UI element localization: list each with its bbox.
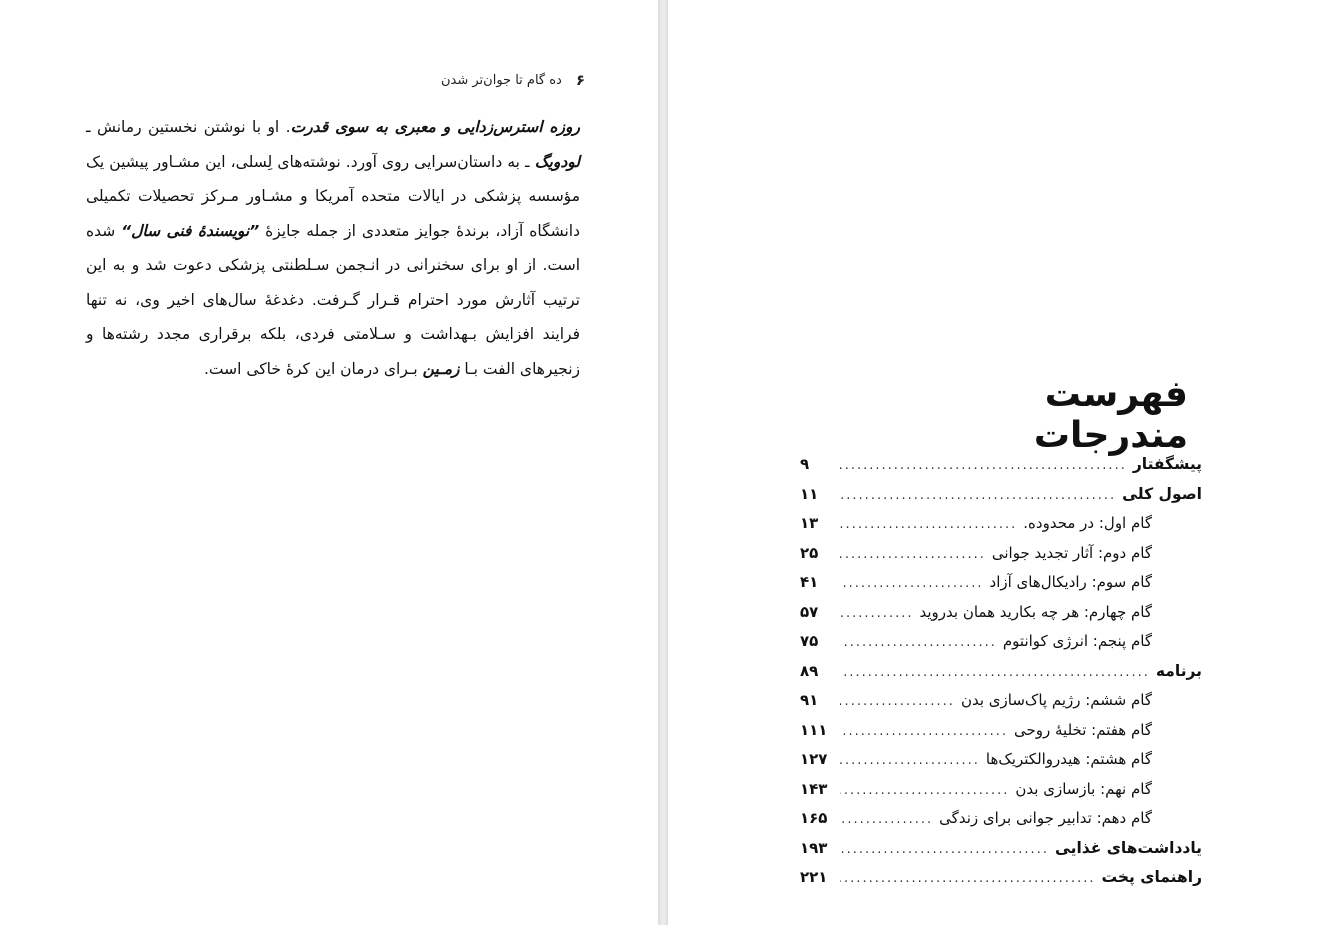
toc-entry-label: گام ششم: رژیم پاک‌سازی بدن <box>960 691 1152 709</box>
dot-leader <box>840 694 955 709</box>
dot-leader <box>840 517 1017 532</box>
toc-page-number: ۹ <box>800 455 810 473</box>
toc-chapter-entry[interactable] <box>800 809 1202 839</box>
toc-section-entry[interactable] <box>800 662 1202 692</box>
toc-chapter-entry[interactable] <box>800 721 1202 751</box>
toc-chapter-entry[interactable] <box>800 750 1202 780</box>
left-page <box>0 0 658 925</box>
table-of-contents <box>800 455 1202 898</box>
toc-chapter-entry[interactable] <box>800 514 1202 544</box>
toc-entry-label: اصول کلی <box>1122 484 1202 503</box>
toc-entry-label: گام دهم: تدابیر جوانی برای زندگی <box>939 809 1152 827</box>
book-gutter <box>658 0 668 925</box>
toc-chapter-entry[interactable] <box>800 573 1202 603</box>
toc-page-number: ۱۴۳ <box>800 779 828 798</box>
toc-page-number: ۴۱ <box>800 573 819 591</box>
toc-entry-label: راهنمای پخت <box>1101 868 1202 886</box>
dot-leader <box>840 753 980 768</box>
book-title: ده گام تا جوان‌تر شدن <box>440 72 562 88</box>
toc-page-number: ۷۵ <box>800 632 819 650</box>
emphasized-text: لودویگ <box>534 152 580 171</box>
toc-page-number: ۱۶۵ <box>800 809 828 827</box>
emphasized-text: روزه استرس‌زدایی و معبری به سوی قدرت <box>290 118 581 136</box>
dot-leader <box>840 458 1127 473</box>
running-header <box>425 70 585 90</box>
body-text-run: ـ به داستان‌سرایی روی آورد. نوشته‌های لِسلی، این مشـاور پیشین یک مؤسسه پزشکی در ایالات متحده آمریکا و مشـاور مـرکز تحصیلات تکمیلی دانشگاه آزاد، برندهٔ جوایز متعددی از جمله جایزهٔ <box>86 152 580 240</box>
toc-page-number: ۸۹ <box>800 661 819 680</box>
toc-chapter-entry[interactable] <box>800 544 1202 574</box>
body-text-run: شده است. از او برای سخنرانی در انـجمن سـلطنتی پزشکی دعوت شد و به این ترتیب آثارش مورد احترام قـرار گـرفت. دغدغهٔ سال‌های اخیر وی، نه تنها فرایند افزایش بـهداشت و سـلامتی فردی، بلکه برقراری مجدد رشته‌ها و زنجیرهای الفت بـا <box>86 221 580 378</box>
dot-leader <box>840 724 1008 739</box>
toc-entry-label: گام سوم: رادیکال‌های آزاد <box>989 573 1152 591</box>
body-paragraph <box>86 110 580 386</box>
toc-entry-label: گام چهارم: هر چه بکارید همان بدروید <box>919 602 1152 621</box>
dot-leader <box>840 635 997 650</box>
toc-entry-label: گام اول: در محدوده. <box>1023 514 1152 532</box>
dot-leader <box>840 606 913 621</box>
toc-page-number: ۱۹۳ <box>800 838 828 857</box>
toc-chapter-entry[interactable] <box>800 691 1202 721</box>
toc-section-entry[interactable] <box>800 455 1202 485</box>
toc-entry-label: گام هفتم: تخلیهٔ روحی <box>1013 720 1152 739</box>
toc-page-number: ۵۷ <box>800 602 819 621</box>
toc-entry-label: گام نهم: بازسازی بدن <box>1015 779 1152 798</box>
dot-leader <box>840 842 1049 857</box>
toc-section-entry[interactable] <box>800 868 1202 898</box>
toc-title: فهرست مندرجات <box>1033 374 1188 456</box>
toc-entry-label: برنامه <box>1155 661 1202 680</box>
toc-entry-label: یادداشت‌های غذایی <box>1054 838 1202 857</box>
emphasized-text: ”نویسندهٔ فنی سال“ <box>121 221 260 240</box>
dot-leader <box>840 665 1150 680</box>
toc-page-number: ۹۱ <box>800 691 819 709</box>
toc-page-number: ۱۱۱ <box>800 720 828 739</box>
dot-leader <box>840 783 1009 798</box>
toc-chapter-entry[interactable] <box>800 632 1202 662</box>
toc-page-number: ۱۲۷ <box>800 750 828 768</box>
toc-entry-label: گام هشتم: هیدروالکتریک‌ها <box>985 750 1152 768</box>
body-text-run: . او با نوشتن نخستین رمانش ـ <box>86 118 291 136</box>
toc-page-number: ۱۳ <box>800 514 819 532</box>
page-number: ۶ <box>575 71 585 89</box>
toc-section-entry[interactable] <box>800 485 1202 515</box>
dot-leader <box>840 488 1116 503</box>
dot-leader <box>840 871 1095 886</box>
toc-entry-label: پیشگفتار <box>1132 455 1202 473</box>
toc-section-entry[interactable] <box>800 839 1202 869</box>
dot-leader <box>840 812 933 827</box>
emphasized-text: زمـین <box>422 359 460 378</box>
toc-page-number: ۱۱ <box>800 484 819 503</box>
dot-leader <box>840 547 986 562</box>
toc-page-number: ۲۲۱ <box>800 868 828 886</box>
toc-chapter-entry[interactable] <box>800 603 1202 633</box>
toc-entry-label: گام دوم: آثار تجدید جوانی <box>991 543 1152 562</box>
toc-chapter-entry[interactable] <box>800 780 1202 810</box>
dot-leader <box>840 576 984 591</box>
toc-entry-label: گام پنجم: انرژی کوانتوم <box>1002 632 1152 650</box>
body-text-run: بـرای درمان این کرهٔ خاکی است. <box>203 359 423 378</box>
toc-page-number: ۲۵ <box>800 543 819 562</box>
